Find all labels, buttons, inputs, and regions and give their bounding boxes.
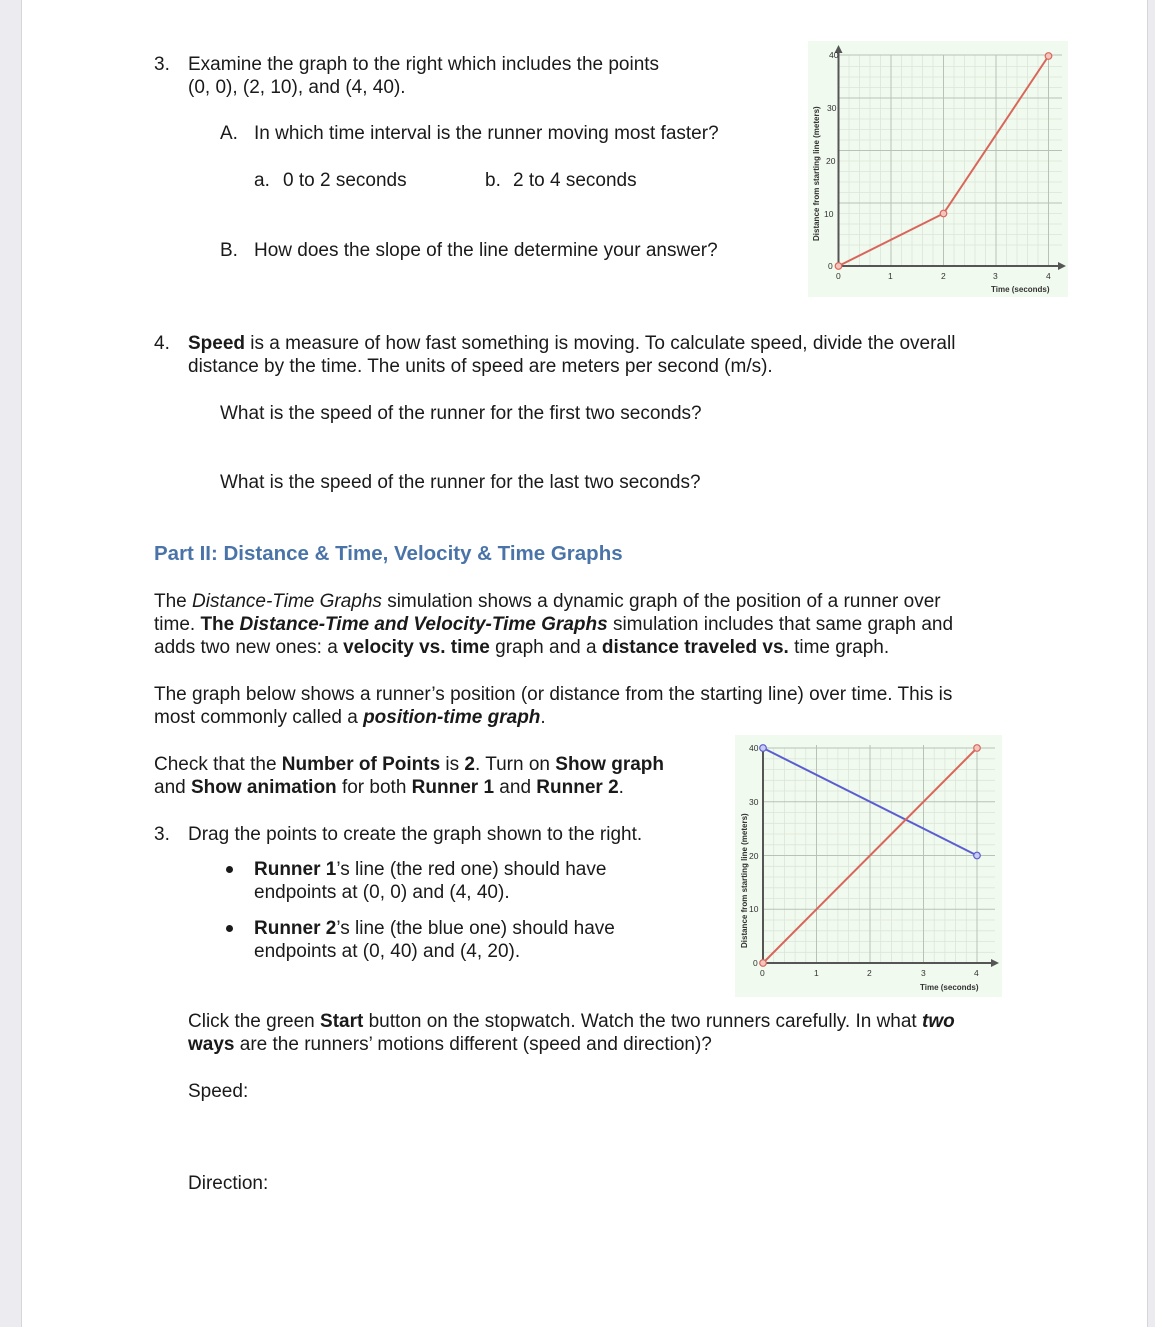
start-instruction-line-2: ways are the runners’ motions different (speed and direction)? [188, 1034, 712, 1055]
check-line-2: and Show animation for both Runner 1 and Runner 2. [154, 777, 624, 798]
chart-1-svg [808, 41, 1068, 297]
position-time-chart-2 [735, 735, 1002, 997]
option-a-label: a. [254, 170, 270, 191]
y-axis-title: Distance from starting line (meters) [812, 106, 821, 241]
bullet-icon [226, 866, 233, 873]
speed-question-first: What is the speed of the runner for the first two seconds? [220, 403, 702, 424]
question-3-line-2: (0, 0), (2, 10), and (4, 40). [188, 77, 406, 98]
question-4-line-1: Speed is a measure of how fast something is moving. To calculate speed, divide the overall [188, 333, 956, 354]
runner-1-instruction-line-2: endpoints at (0, 0) and (4, 40). [254, 882, 510, 903]
svg-text:3: 3 [993, 271, 998, 281]
svg-text:2: 2 [941, 271, 946, 281]
question-3-number: 3. [154, 54, 170, 75]
chart-2-svg [735, 735, 1002, 997]
svg-text:30: 30 [749, 797, 759, 807]
question-4-line-2: distance by the time. The units of speed are meters per second (m/s). [188, 356, 773, 377]
svg-text:30: 30 [827, 103, 837, 113]
svg-text:20: 20 [826, 156, 836, 166]
svg-text:10: 10 [824, 209, 834, 219]
svg-text:4: 4 [1046, 271, 1051, 281]
part-a-label: A. [220, 123, 238, 144]
option-b-label: b. [485, 170, 501, 191]
part-b-label: B. [220, 240, 238, 261]
bullet-icon [226, 925, 233, 932]
svg-text:1: 1 [888, 271, 893, 281]
x-tick-labels [760, 968, 979, 978]
option-b-text: 2 to 4 seconds [513, 170, 637, 191]
part-b-question: How does the slope of the line determine your answer? [254, 240, 718, 261]
start-instruction-line-1: Click the green Start button on the stopwatch. Watch the two runners carefully. In what two [188, 1011, 955, 1032]
part-2-para-2-line-2: most commonly called a position-time graph. [154, 707, 546, 728]
question-3-line-1: Examine the graph to the right which includes the points [188, 54, 660, 75]
question-4-number: 4. [154, 333, 170, 354]
major-gridlines [763, 745, 995, 963]
x-tick-labels [836, 271, 1051, 281]
svg-text:0: 0 [760, 968, 765, 978]
svg-text:0: 0 [828, 261, 833, 271]
position-time-chart-1 [808, 41, 1068, 297]
x-axis-title: Time (seconds) [920, 983, 979, 992]
drag-question-number: 3. [154, 824, 170, 845]
y-tick-labels [749, 743, 759, 968]
y-tick-labels [824, 50, 839, 271]
check-line-1: Check that the Number of Points is 2. Turn on Show graph [154, 754, 665, 775]
drag-question-text: Drag the points to create the graph shown to the right. [188, 824, 643, 845]
svg-text:0: 0 [836, 271, 841, 281]
worksheet-page [22, 0, 1147, 1327]
svg-text:40: 40 [829, 50, 839, 60]
runner-2-instruction-line-2: endpoints at (0, 40) and (4, 20). [254, 941, 521, 962]
svg-text:20: 20 [749, 851, 759, 861]
svg-text:3: 3 [921, 968, 926, 978]
part-2-para-2-line-1: The graph below shows a runner’s position (or distance from the starting line) over time. This is [154, 684, 953, 705]
part-2-para-1-line-2: time. The Distance-Time and Velocity-Time Graphs simulation includes that same graph and [154, 614, 954, 635]
direction-answer-label: Direction: [188, 1173, 269, 1194]
svg-text:0: 0 [753, 958, 758, 968]
runner-1-instruction-line-1: Runner 1’s line (the red one) should have [254, 859, 607, 880]
axes [835, 45, 1067, 270]
x-axis-title: Time (seconds) [991, 285, 1050, 294]
y-axis-title: Distance from starting line (meters) [740, 813, 749, 948]
speed-question-last: What is the speed of the runner for the last two seconds? [220, 472, 701, 493]
runner-2-instruction-line-1: Runner 2’s line (the blue one) should have [254, 918, 615, 939]
option-a-text: 0 to 2 seconds [283, 170, 407, 191]
speed-answer-label: Speed: [188, 1081, 249, 1102]
part-2-heading: Part II: Distance & Time, Velocity & Time Graphs [154, 542, 623, 565]
svg-text:1: 1 [814, 968, 819, 978]
svg-text:10: 10 [749, 904, 759, 914]
part-a-question: In which time interval is the runner moving most faster? [254, 123, 719, 144]
svg-text:4: 4 [974, 968, 979, 978]
part-2-para-1-line-3: adds two new ones: a velocity vs. time graph and a distance traveled vs. time graph. [154, 637, 890, 658]
part-2-para-1-line-1: The Distance-Time Graphs simulation shows a dynamic graph of the position of a runner over [154, 591, 941, 612]
svg-text:40: 40 [749, 743, 759, 753]
svg-text:2: 2 [867, 968, 872, 978]
